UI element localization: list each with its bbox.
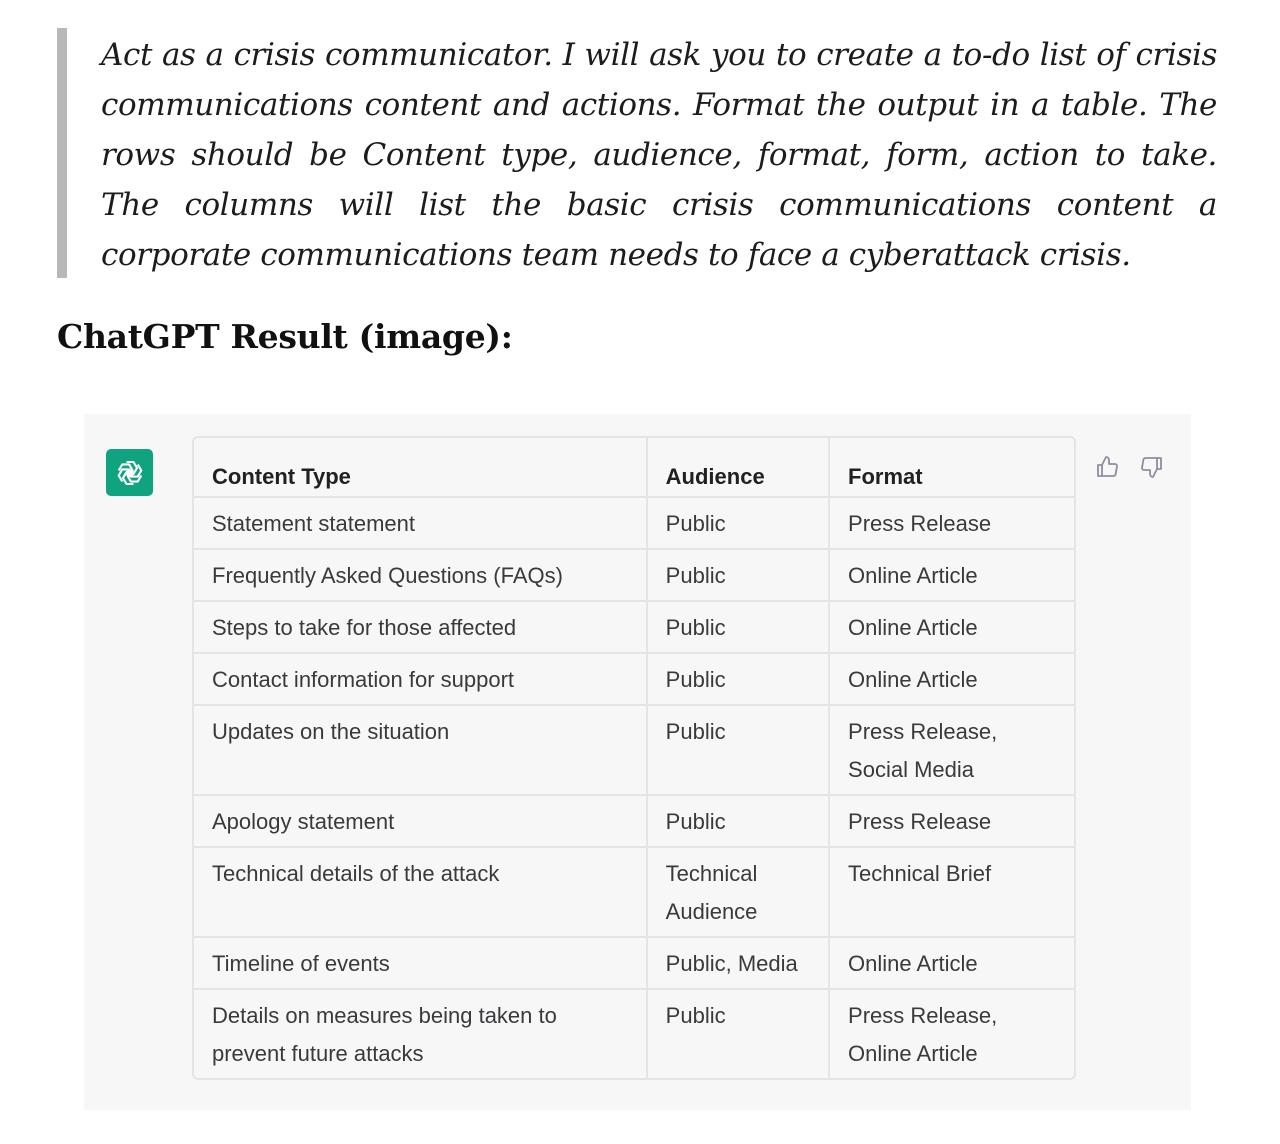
result-table	[192, 436, 1076, 1080]
cell-format: Online Article	[830, 602, 1074, 654]
table-row	[194, 550, 1074, 602]
cell-format: Press Release, Social Media	[830, 706, 1074, 796]
table-row	[194, 498, 1074, 550]
cell-content-type: Updates on the situation	[194, 706, 648, 796]
cell-audience: Public	[648, 498, 830, 550]
cell-audience: Public	[648, 706, 830, 796]
cell-audience: Public, Media	[648, 938, 830, 990]
cell-audience: Public	[648, 796, 830, 848]
table-header-row	[194, 438, 1074, 498]
prompt-text: Act as a crisis communicator. I will ask you to create a to-do list of crisis communications content and actions. Format the output in a table. The rows should be Content type, audience, format, form, action to take. The columns will list the basic crisis communications content a corporate communications team needs to face a cyberattack crisis.	[101, 37, 1217, 273]
cell-format: Online Article	[830, 938, 1074, 990]
cell-format: Technical Brief	[830, 848, 1074, 938]
cell-content-type: Timeline of events	[194, 938, 648, 990]
cell-content-type: Frequently Asked Questions (FAQs)	[194, 550, 648, 602]
cell-audience: Public	[648, 990, 830, 1078]
cell-content-type: Details on measures being taken to prevent future attacks	[194, 990, 648, 1078]
cell-format: Online Article	[830, 654, 1074, 706]
cell-content-type: Steps to take for those affected	[194, 602, 648, 654]
table-row	[194, 938, 1074, 990]
table-row	[194, 796, 1074, 848]
cell-content-type: Contact information for support	[194, 654, 648, 706]
cell-format: Press Release	[830, 498, 1074, 550]
cell-format: Press Release, Online Article	[848, 1003, 998, 1066]
cell-audience: Public	[648, 602, 830, 654]
table-row	[194, 990, 1074, 1078]
cell-content-type: Technical details of the attack	[194, 848, 648, 938]
cell-audience: Public	[648, 550, 830, 602]
header-format: Format	[830, 438, 1074, 498]
table-row	[194, 602, 1074, 654]
header-audience: Audience	[648, 438, 830, 498]
cell-audience: Technical Audience	[648, 848, 830, 938]
prompt-blockquote	[57, 28, 1217, 278]
header-content-type: Content Type	[194, 438, 648, 498]
chatgpt-response-panel	[84, 414, 1191, 1110]
cell-content-type: Statement statement	[194, 498, 648, 550]
table-row	[194, 848, 1074, 938]
openai-logo-icon	[106, 449, 153, 496]
table-row	[194, 654, 1074, 706]
thumbs-up-icon[interactable]	[1094, 454, 1120, 480]
result-heading: ChatGPT Result (image):	[57, 317, 513, 356]
cell-format: Online Article	[830, 550, 1074, 602]
cell-content-type: Apology statement	[194, 796, 648, 848]
cell-audience: Public	[648, 654, 830, 706]
cell-format: Press Release	[830, 796, 1074, 848]
thumbs-down-icon[interactable]	[1139, 454, 1165, 480]
table-row	[194, 706, 1074, 796]
